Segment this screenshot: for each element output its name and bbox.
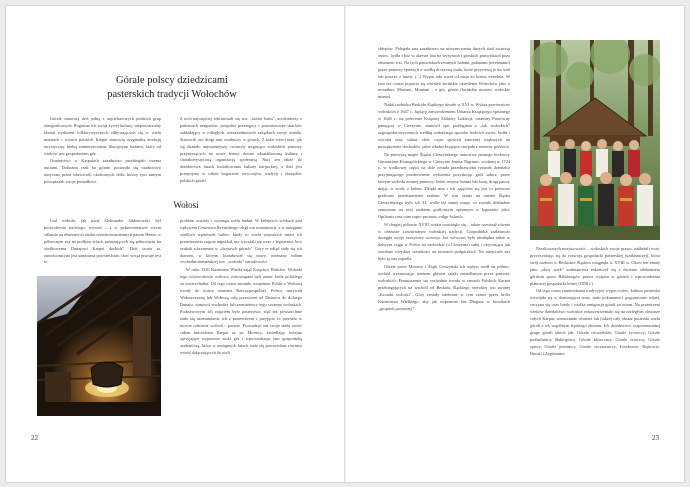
highlanders-group-photo <box>530 40 660 240</box>
paragraph: Z nich najczęściej rekrutowali się tzw. „ludzie luźni”, uciekinierzy z państwach magnatów, pospolici przestępcy i poszukiwacze skarbów zakładający w odległych, niezaludnionych zakątkach swoje osiedla. Stanowili oni drugi nurt osadniczy w górach. Z kolei trzeci nurt, jak się okazało najważniejszy, tworzyły migrujące wołoskich pasterzy przynoszących na nowe tereny dawne ukształtowaną kulturę i charakterystyczną organizację społeczną. Nurt ten także do dziedzictwa lasach kształtowania kultury karpackiej, a dziś jest przepojony w całym bogactwie zwyczajów, tradycji i obrzędów polskich górali. <box>180 116 302 184</box>
hut-interior-photo <box>37 276 161 416</box>
paragraph: Górale stanowią dziś jedną z najciekawszych polskich grup etnograficznych. Rogiutno ich wciąż żywej kultury, niepowtarzalny klimat wydarzeń folklorystycznych odbywających się w wielu miastach i wsiach polskich Karpat stanowią oryginalną atrakcję turystyczną, budzą zainteresowanie filacyjnymi badami, który od wieków jest gospodarzem gór. <box>44 116 161 156</box>
book-gutter <box>344 6 346 482</box>
book-spread <box>6 6 684 482</box>
chapter-title <box>74 74 270 102</box>
paragraph: Nadal rozbioku Beskidu Śląskiego doszło w XVI w. Wykaz powiernictw wołoskich z 1647 r., będący zatwierdzeniem Urbarza Książęcego spisanego w 1646 r., na polecenie Księżnej Elżbiety Lukrecji, ostatniej Piastówny panującej w Cieszynie, stanowił spis podlegania z „tak wołoskich” zagospodarowywanych według wałaskiego sposobu hodowli owiec, bydła i wyrobu sera, sukna, skór, czym spośród znacznej większych na powiększenie dochodów, jakie władza książęca czerpała z terenów górskich. <box>378 102 510 149</box>
body-column-1 <box>44 218 161 272</box>
paragraph: W drugiej połowie XVIII wieku rozwinęło się – także rozwinął równie w obszarze zostawionym wołoskiej tradycji. Gospodarka szałaśnicza dosięgła swoje szczytowe rozwoju. Już wówczas była niezbędna także w dalszym ciągu w Polsce na zachodzie (o Cieszynie) całej i okrywająca jak zasobnie wiejskiej szerokości na terenach podgórskich. Na miejscach zaś było ją ona zapadla. <box>378 221 510 262</box>
intro-column-1 <box>44 116 161 206</box>
caption-paragraph: Niezliczonych miejscowości – wołoskich swoje prawo, zakładali wsie, przyczyniając się do rozwoju gospodarki pasterskiej (szałaśniczej), która swój rozkwit w Beskidzie Śląskim osiągnęła w XVIII w. Okres ten znany jako „złoty wiek” szałaśnictwa zakończył się z dwiema odebraniem górskim przez Habsburgów prawa wypasu w górach i wprowadzenia planowej gospodarki leśnej (1858 r.). <box>530 246 660 286</box>
page-number-left: 22 <box>31 434 38 442</box>
body-column-2 <box>180 218 302 448</box>
caption-paragraph: Od tego czasu zamieszkania tradycyjny wypas owiec, kultura pasterska rozwijała się w dominującej teraz, stało pokarmem i pogranicznie rolnej, zaczyna się czas biedy i wielka emigracja górali za ocean. Na przestrzeni wieków dziedzictwo wołoskie rozprzestrzeniało się na rozległym obszarze całych Karpat, wzmocniało również lub (także) cały obszar pasterski wielu górali z ich wspólnym śląskiego obszaru. Ich dziedzictwo rozpoznawalnej grupy górali takich jak: Górale cieszyńskie, Górale żywieccy, Górale podhalańscy, Babiogórcy, Górale kliszczacy, Górale orawscy, Górale spiscy, Górale pienińscy, Górale szczawniccy, Łemkowie, Bojkowie, Huculi i Zagórzanie. <box>530 288 660 356</box>
right-text-column <box>378 46 510 466</box>
chapter-title-line1: Górale polscy dziedzicami <box>116 75 228 86</box>
section-heading: Wołosi <box>173 200 199 210</box>
paragraph: Na pierwszą mapie Śląska Cieszyńskiego autorstwa znanego hodowcy Gimnazjum Ewangelickiego w Cieszynie Jonasa Nigrinus, wydanej w 1724 r., w środkowej części na dole została przedstawiona rysunek dziedzica przyjmującego pozdrowienie wyłożenia pozyskując gród sałacz, przez którym wołoski zwanej pasterzy. Jeden trzyma barana lub kozę, drugi patrzy mając w wody z kołem. Dzięki nim i ich zajęciem się jest to pierwsze graficzne przedstawienie szałasu. W tym czasie na terenie Śląska Cieszyńskiego było ich 31, wolle też samej mapy, co zostało dokładnie oznaczone na niej znakiem graficznym opisanym w legendzie jako: Opilionis casa cum capro pecuario vulgo Salasch. <box>378 151 510 219</box>
paragraph: Osadnictwo w Karpatach zasadniczo przebiegało trzema nurtami. Dolinami rzek ku górom posuwało się osadnictwo nasycone przez właścicieli okolicznych dóbr, którzy tym samym powiększali swoje posiadłości. <box>44 158 161 185</box>
intro-column-2 <box>180 116 302 206</box>
chapter-title-line2: pasterskich tradycji Wołochów <box>107 89 237 100</box>
paragraph: W roku 1330 Kazimierz Wielki zajął Księstwo Halickie. Wołoski tego wojewodowie wołoscy zobowiązani byli uznać króla polskiego za zwierzchnika. Od tego czasu stosunki wzajemne Polski z Wołoszą trwały do końca istnienia Rzeczypospolitej. Polscy nazywali Wołoszczyzną lub Wołoszą całą przestrzeń od Dniestru do dolnego Dunaju, stanowił wschodzy lub rzemieśnicy tego szczepu wołoskich. Podstawowym ich zajęciem było pasterstwo, stąd też powszechnie stało się utożsamianie ich z pasterstwem i przyjęcie to przeszło w mowie cżmienie wołoch – pasterz. Prowadząć oni swoje stada owiec całym łańcuchem Karpat aż po Morawy, zasiedlając kolejno opisyjające wypasowe stoki gór i wprowadzając tam gospodarkę szałaśniczą, która w następnych latach stała się powszechna również wśród dołączających do nich <box>180 267 302 356</box>
paragraph: Lud wołoski, jak pisał Aleksander Jabłonowski, był pochodzenia trackiego, wywód „...) w pokrewieństwie swym odlamie na obszernych zboku szerokorozmiennych pasem Hemu, w północnym zaś na podłyżu ściach zaturzających się północnym ku środkowemu Dunajowi Karpat dackich”. Dziś teoria ta, autochtoniczna jest uznawana powszechnie, choć wciąż pracuje jest to <box>44 218 161 265</box>
photo-caption <box>530 246 660 466</box>
paragraph: chłopów. Polegała ona zasadniczo na utrzymywaniu dużych stad zwierząt owiec, bydła i kóz w okresie lata na wyżynach i górskich pastwiskach poza obszarem wsi. Na tych pastwiskach zwanych halami, polanami (terebinami) przez pasterzy spieszyli z wielką drożyzną stada, które przywiezą je ku stali lub jeszcze z lasów. (...) Wypas taki trwał od maja do końca września. W tym też czasie pojawia się również łacińskie określenie Wołochów jako a montibus, Montani, Montani – z gór, górale (łacińskie montes, wołoskie munte). <box>378 46 510 100</box>
page-number-right: 23 <box>652 434 659 442</box>
paragraph: problem otwarty i wymaga wielu badań. W kolejnych wiekach pod wpływem Cesarstwa Rzymskiego uległ oni romanizacji, a w następnie wielkich wędrówek ludów, kiedy to wielu rzymskich miast ich przeniesienia zajęcie napotkał, nie wycofali się wraz z legionami, lecz szukali schronienia w „dzyszych górach”. Góry te odtąd stały się ich domem, w którym kształtował się nowy, nieznany odłam wschodnioromańskiej tzw. „wołoski” narodowości. <box>180 218 302 265</box>
paragraph: Górale przez Morawy i Śląsk Cieszyński ich wpływ szedł na północ, zachód wyznaczając terenem główne szlaki zasiedlonym przez pasterzy wołoskich. Przenoszenie się zachodnie trwało w ramach Polskich Karpat przebiegających na wschód od Beskidu Śląskiego szerokiej wsi zwanej „Kroniki wołoski”. Góry zostały odebrane w tym czasie przez króla Kazimierza Wielkiego, aby jak wspomina Jan Długosz w kronikach „gospitek przymusy”. <box>378 264 510 311</box>
